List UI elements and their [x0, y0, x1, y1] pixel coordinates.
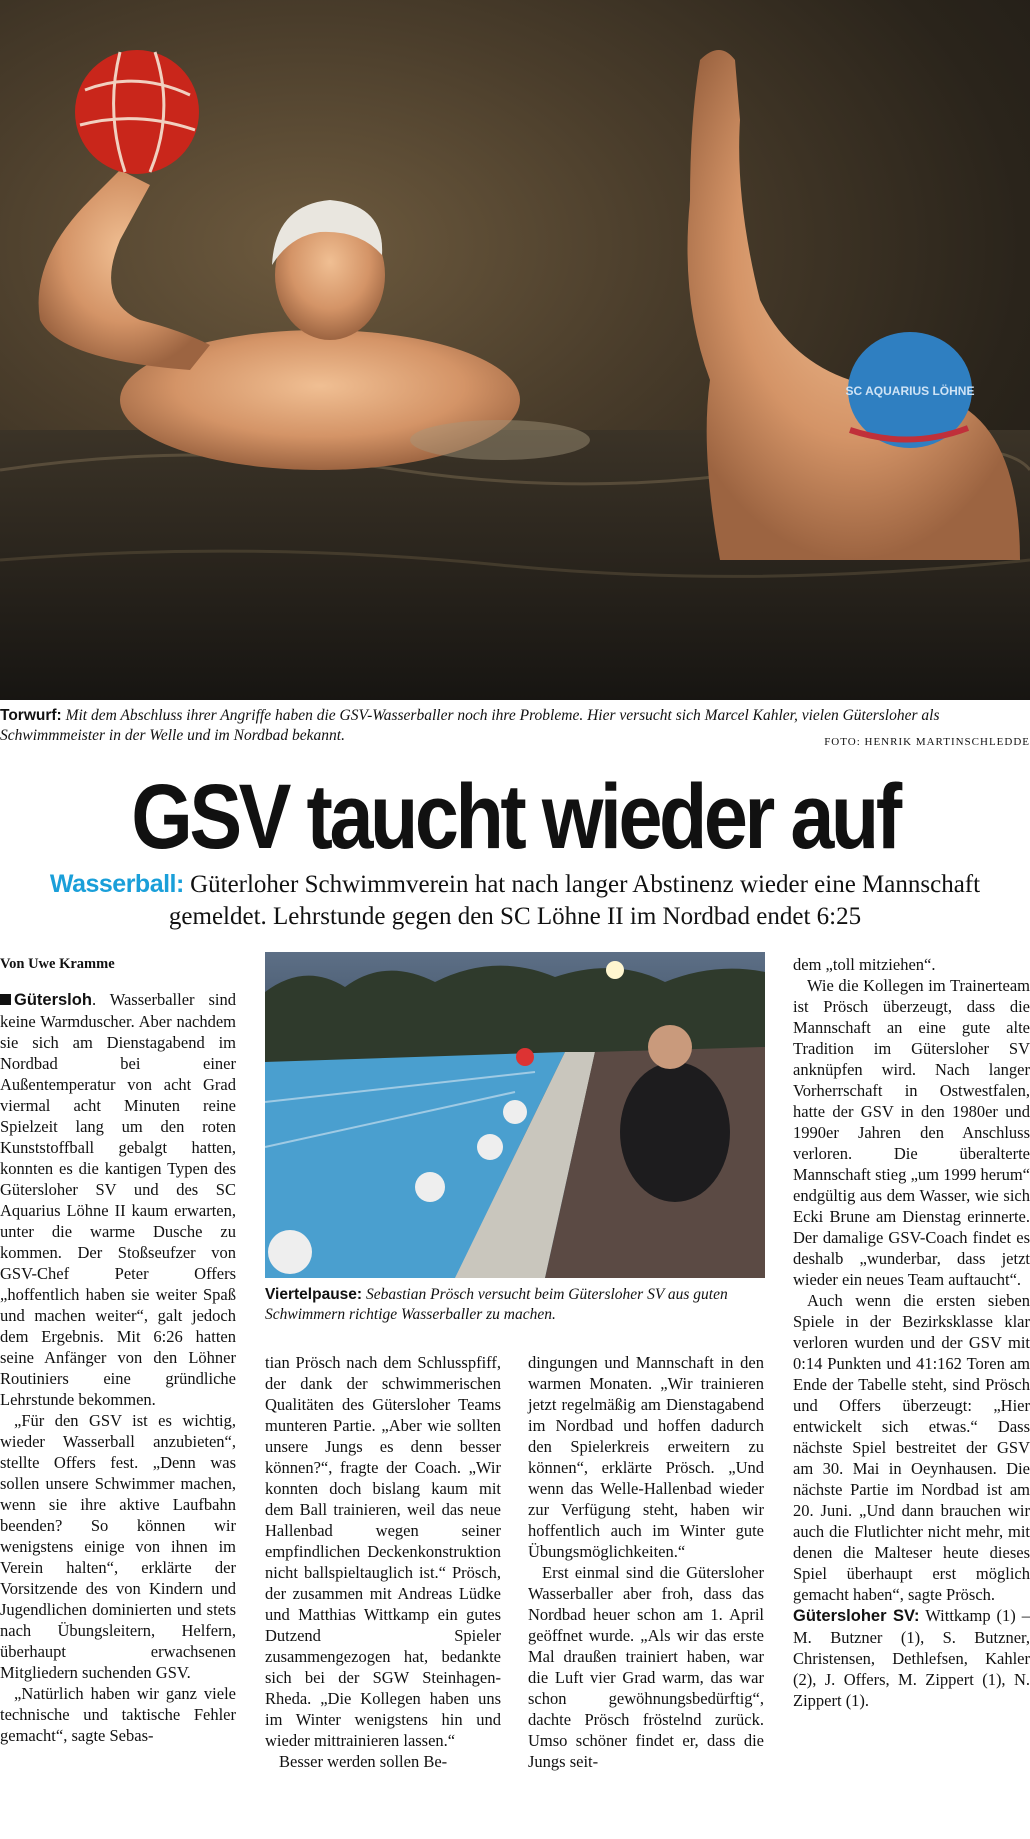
- cap-text: SC AQUARIUS LÖHNE: [845, 384, 975, 398]
- second-caption-label: Viertelpause:: [265, 1286, 363, 1303]
- second-photo: [265, 952, 765, 1278]
- subhead-text: Güterloher Schwimmverein hat nach langer Abstinenz wieder eine Mannschaft gemeldet. Lehrstunde gegen den SC Löhne II im Nordbad endet 6:25: [168, 871, 981, 930]
- team-label: Gütersloher SV:: [793, 1607, 920, 1625]
- article-column-2: [265, 1352, 501, 1772]
- right-player: [688, 50, 1021, 560]
- main-photo-illustration: [0, 0, 1030, 700]
- headline: GSV taucht wieder auf: [131, 766, 899, 868]
- paragraph: Wie die Kollegen im Trainerteam ist Prösch überzeugt, dass die Mannschaft an eine gute alte Tradition im Gütersloher SV anknüpfen wird. Nach langer Vorherrschaft in Ostwestfalen, hatte der GSV in den 1980er und 1990er Jahren den Anschluss verloren. Die überalterte Mannschaft stieg „um 1999 herum“ endgültig aus dem Wasser, wie sich Ecki Brune am Dienstag erinnerte. Der damalige GSV-Coach findet es deshalb „wunderbar, dass jetzt wieder ein neues Team auftaucht“.: [793, 976, 1030, 1289]
- paragraph: Erst einmal sind die Gütersloher Wasserballer aber froh, dass das Nordbad heuer schon am 1. April geöffnet wurde. „Als wir das erste Mal draußen trainiert haben, war die Luft vier Grad warm, das war schon gewöhnungsbedürftig“, dachte Prösch fröstelnd zurück. Umso schöner findet er, dass die Jungs seit-: [528, 1563, 764, 1771]
- article-column-1: [0, 954, 236, 1746]
- paragraph: dingungen und Mannschaft in den warmen Monaten. „Wir trainieren jetzt regelmäßig am Dienstagabend im Nordbad und hoffen dadurch den Spielerkreis erweitern zu können“, erklärte Prösch. „Und wenn das Welle-Hallenbad wieder zur Verfügung steht, haben wir hoffentlich auch im Winter gute Übungsmöglichkeiten.“: [528, 1353, 764, 1561]
- main-caption-label: Torwurf:: [0, 707, 62, 724]
- article-column-4: [793, 954, 1030, 1711]
- player-cap: [415, 1172, 445, 1202]
- paragraph: „Natürlich haben wir ganz viele technische und taktische Fehler gemacht“, sagte Sebas-: [0, 1684, 236, 1745]
- coach: [620, 1062, 730, 1202]
- main-caption-text: Mit dem Abschluss ihrer Angriffe haben die GSV-Wasserballer noch ihre Probleme. Hier versucht sich Marcel Kahler, vielen Gütersloher als Schwimmmeister in der Welle und im Nordbad bekannt.: [0, 707, 940, 744]
- subheadline: [0, 868, 1030, 933]
- dateline: Gütersloh: [14, 991, 92, 1009]
- team-lineup: [793, 1605, 1030, 1711]
- player-cap: [503, 1100, 527, 1124]
- team-list: Wittkamp (1) – M. Butzner (1), S. Butzner, Christensen, Dethlefsen, Kahler (2), J. Offers, M. Zippert (1), N. Zippert (1).: [793, 1606, 1030, 1710]
- paragraph: dem „toll mitziehen“.: [793, 955, 936, 974]
- second-photo-illustration: [265, 952, 765, 1278]
- paragraph: tian Prösch nach dem Schlusspfiff, der dank der schwimmerischen Qualitäten des Gütersloher Teams munteren Partie. „Aber wie sollten unsere Jungs es denn besser können?“, fragte der Coach. „Wir konnten doch bislang kaum mit dem Ball trainieren, weil das neue Hallenbad wegen seiner empfindlichen Deckenkonstruktion nicht ballspieltauglich ist.“ Prösch, der zusammen mit Andreas Lüdke und Matthias Wittkamp ein gutes Dutzend Spieler zusammengezogen hat, bedankte sich bei der SGW Steinhagen-Rheda. „Die Kollegen haben uns im Winter wenigstens hin und wieder mittrainieren lassen.“: [265, 1353, 501, 1750]
- second-caption-text: Sebastian Prösch versucht beim Gütersloher SV aus guten Schwimmern richtige Wasserballer zu machen.: [265, 1286, 728, 1323]
- player-cap: [268, 1230, 312, 1274]
- paragraph: „Für den GSV ist es wichtig, wieder Wasserball anzubieten“, stellte Offers fest. „Denn was sollen unsere Schwimmer machen, wenn sie ihre aktive Laufbahn beenden? So können wir wenigstens einige von ihnen im Verein halten“, erklärte der Vorsitzende des von Kindern und Jugendlichen dominierten und stets nach Übungsleitern, Helfern, überhaupt erwachsenen Mitgliedern suchenden GSV.: [0, 1411, 236, 1682]
- main-photo: [0, 0, 1030, 700]
- second-photo-caption: [265, 1285, 765, 1325]
- kicker: Wasserball:: [49, 870, 184, 898]
- coach-head: [648, 1025, 692, 1069]
- player-cap: [477, 1134, 503, 1160]
- byline: Von Uwe Kramme: [0, 956, 115, 972]
- square-bullet-icon: [0, 994, 11, 1005]
- water-polo-ball: [75, 50, 199, 174]
- paragraph: Besser werden sollen Be-: [279, 1752, 448, 1771]
- photo-credit: FOTO: HENRIK MARTINSCHLEDDE: [824, 736, 1030, 748]
- paragraph: Auch wenn die ersten sieben Spiele in der Bezirksklasse klar verloren wurden und der GSV mit 0:14 Punkten und 41:162 Toren am Ende der Tabelle steht, sind Prösch und Offers überzeugt: „Hier entwickelt sich etwas.“ Dass nächste Spiel bestreitet der GSV am 30. Mai in Oeynhausen. Die nächste Partie im Nordbad ist am 20. Juni. „Und dann brauchen wir auch die Flutlichter nicht mehr, mit denen die Malteser heute dieses Spiel überhaupt erst möglich gemacht haben“, sagte Prösch.: [793, 1291, 1030, 1604]
- left-player-arm: [39, 170, 210, 370]
- paragraph: Gütersloh. Wasserballer sind keine Warmduscher. Aber nachdem sie sich am Dienstagabend im Nordbad bei einer Außentemperatur von acht Grad viermal acht Minuten reine Spielzeit lang um den roten Kunststoffball gebalgt hatten, konnten es die kantigen Typen des Gütersloher SV und des SC Aquarius Löhne II kaum erwarten, unter die warme Dusche zu kommen. Der Stoßseufzer von GSV-Chef Peter Offers „hoffentlich haben sie weiter Spaß und machen weiter“, galt jedoch dem Ergebnis. Mit 6:26 hatten seine Anfänger von den Löhner Routiniers eine gründliche Lehrstunde bekommen.: [0, 990, 236, 1409]
- player-cap: [516, 1048, 534, 1066]
- article-column-3: [528, 1352, 764, 1772]
- floodlight: [606, 961, 624, 979]
